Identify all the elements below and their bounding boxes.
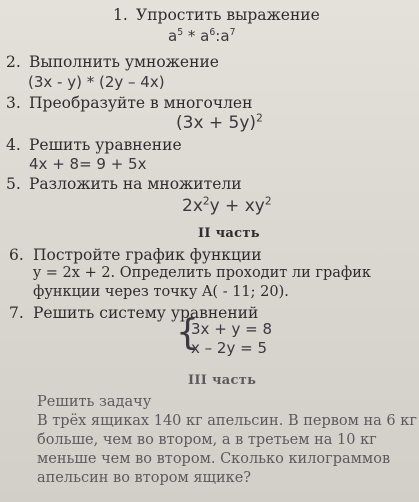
task-3-number: 3. [6, 94, 21, 112]
system-brace: { [176, 312, 199, 353]
task-3-expression: $(3x + 5y)^2$ [176, 112, 263, 133]
task-6-text: Постройте график функции [33, 246, 262, 264]
system-equation-1: 3x + y = 8 [191, 320, 273, 338]
task-2-number: 2. [6, 53, 21, 71]
task-2-expression: (3x - y) * (2y – 4x) [28, 73, 165, 91]
task-1-number: 1. [113, 6, 128, 24]
problem-line-2: больше, чем во втором, а в третьем на 10 кг [37, 432, 377, 448]
problem-line-3: меньше чем во втором. Сколько килограммов [37, 451, 391, 467]
task-6-number: 6. [9, 246, 24, 264]
part-3-header: III часть [188, 373, 257, 388]
task-5-number: 5. [6, 175, 21, 193]
problem-title: Решить задачу [37, 394, 152, 410]
task-2-text: Выполнить умножение [29, 53, 219, 71]
task-6-line-3: функции через точку A( - 11; 20). [33, 284, 289, 300]
task-1-expression: $a^5$ * $a^6:a^7$ [168, 27, 236, 45]
task-4-number: 4. [6, 136, 21, 154]
task-3-text: Преобразуйте в многочлен [29, 94, 253, 112]
part-2-header: II часть [198, 226, 260, 241]
task-1-text: Упростить выражение [136, 6, 320, 24]
task-7-number: 7. [9, 304, 24, 322]
task-4-text: Решить уравнение [29, 136, 182, 154]
task-6-line-2: y = 2x + 2. Определить проходит ли график [33, 265, 371, 281]
system-equation-2: x – 2y = 5 [191, 339, 267, 357]
task-4-expression: 4x + 8= 9 + 5x [29, 155, 147, 173]
task-5-expression: $2x^2y + xy^2$ [182, 195, 272, 216]
problem-line-1: В трёх ящиках 140 кг апельсин. В первом на 6 кг [37, 413, 417, 429]
problem-line-4: апельсин во втором ящике? [37, 470, 252, 486]
task-7-text: Решить систему уравнений [33, 304, 259, 322]
task-5-text: Разложить на множители [29, 175, 242, 193]
